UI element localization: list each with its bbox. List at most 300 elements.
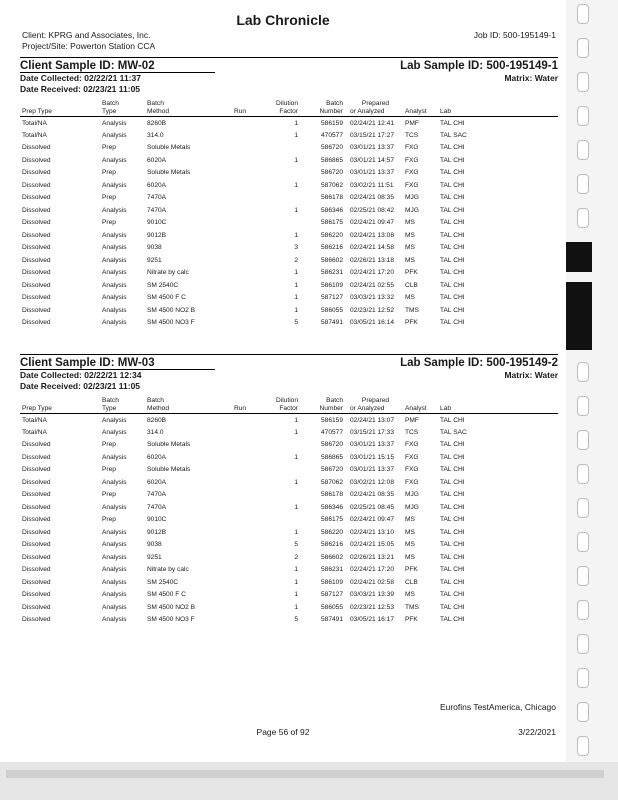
run-cell <box>220 526 260 539</box>
prep-type-cell: Total/NA <box>22 416 47 424</box>
dilution-cell <box>260 142 300 155</box>
method-cell: Nitrate by calc <box>147 566 189 574</box>
binder-tab-active <box>566 282 592 350</box>
prep-type-cell: Dissolved <box>22 144 51 152</box>
run-cell <box>220 564 260 577</box>
analyst-cell: MS <box>405 244 415 252</box>
lab-cell: TAL CHI <box>440 603 465 611</box>
col-batch: Batch <box>102 397 119 404</box>
run-cell <box>220 229 260 242</box>
table-row <box>20 614 558 627</box>
date-cell: 02/24/21 13:10 <box>350 528 394 536</box>
batch-number-cell: 586602 <box>320 256 343 264</box>
dilution-cell: 3 <box>294 244 298 252</box>
prep-type-cell: Dissolved <box>22 319 51 327</box>
analyst-cell: TMS <box>405 306 419 314</box>
binder-tab <box>577 634 589 654</box>
date-cell: 03/01/21 13:37 <box>350 169 394 177</box>
lab-cell: TAL CHI <box>440 119 465 127</box>
analyst-cell: TCS <box>405 131 419 139</box>
batch-type-cell: Analysis <box>102 416 127 424</box>
analyst-cell: PFK <box>405 566 418 574</box>
chronicle-table-2 <box>20 397 558 626</box>
method-cell: Soluble Metals <box>147 169 191 177</box>
dilution-cell: 1 <box>294 131 298 139</box>
table-body <box>20 117 558 330</box>
dilution-cell <box>260 217 300 230</box>
batch-number-cell: 586175 <box>320 516 343 524</box>
project-site: Project/Site: Powerton Station CCA <box>22 41 156 51</box>
date-cell: 03/01/21 13:37 <box>350 466 394 474</box>
date-cell: 03/05/21 16:14 <box>350 319 394 327</box>
prep-type-cell: Dissolved <box>22 441 51 449</box>
run-cell <box>220 279 260 292</box>
method-cell: Soluble Metals <box>147 466 191 474</box>
date-collected: Date Collected: 02/22/21 11:37 <box>20 73 141 83</box>
prep-type-cell: Dissolved <box>22 578 51 586</box>
date-cell: 03/05/21 16:17 <box>350 616 394 624</box>
batch-number-cell: 587127 <box>320 591 343 599</box>
prep-type-cell: Total/NA <box>22 131 47 139</box>
table-row <box>20 564 558 577</box>
dilution-cell: 5 <box>294 616 298 624</box>
lab-cell: TAL CHI <box>440 269 465 277</box>
lab-cell: TAL CHI <box>440 478 465 486</box>
lab-cell: TAL CHI <box>440 219 465 227</box>
batch-number-cell: 586346 <box>320 206 343 214</box>
lab-cell: TAL CHI <box>440 169 465 177</box>
binder-tab <box>577 566 589 586</box>
lab-cell: TAL CHI <box>440 503 465 511</box>
batch-number-cell: 470577 <box>320 131 343 139</box>
batch-type-cell: Analysis <box>102 319 127 327</box>
prep-type-cell: Dissolved <box>22 269 51 277</box>
analyst-cell: PFK <box>405 616 418 624</box>
col-batch: Batch <box>326 397 343 404</box>
dilution-cell <box>260 514 300 527</box>
dilution-cell: 1 <box>294 119 298 127</box>
table-row <box>20 279 558 292</box>
batch-type-cell: Analysis <box>102 244 127 252</box>
table-row <box>20 439 558 452</box>
lab-cell: TAL CHI <box>440 319 465 327</box>
prep-type-cell: Total/NA <box>22 428 47 436</box>
table-row <box>20 589 558 602</box>
dilution-cell: 1 <box>294 306 298 314</box>
table-row <box>20 551 558 564</box>
client-sample-id: Client Sample ID: MW-02 <box>20 60 155 72</box>
run-cell <box>220 414 260 427</box>
analyst-cell: MJG <box>405 194 419 202</box>
table-row <box>20 129 558 142</box>
prep-type-cell: Dissolved <box>22 516 51 524</box>
batch-type-cell: Analysis <box>102 206 127 214</box>
run-cell <box>220 304 260 317</box>
col-type: Type <box>100 108 145 117</box>
lab-cell: TAL CHI <box>440 294 465 302</box>
prep-type-cell: Dissolved <box>22 616 51 624</box>
date-cell: 02/26/21 13:21 <box>350 553 394 561</box>
dilution-cell: 1 <box>294 181 298 189</box>
lab-cell: TAL CHI <box>440 616 465 624</box>
analyst-cell: MS <box>405 294 415 302</box>
batch-number-cell: 586220 <box>320 231 343 239</box>
prep-type-cell: Dissolved <box>22 528 51 536</box>
method-cell: SM 4500 NO2 B <box>147 306 196 314</box>
date-cell: 02/24/21 14:58 <box>350 244 394 252</box>
batch-number-cell: 586216 <box>320 244 343 252</box>
chronicle-table-1 <box>20 100 558 329</box>
col-method: Method <box>145 405 220 414</box>
batch-type-cell: Prep <box>102 466 116 474</box>
batch-type-cell: Analysis <box>102 181 127 189</box>
col-dilution: Dilution <box>276 100 298 107</box>
batch-type-cell: Analysis <box>102 281 127 289</box>
date-cell: 02/25/21 08:42 <box>350 206 394 214</box>
date-cell: 02/24/21 08:35 <box>350 491 394 499</box>
dilution-cell <box>260 167 300 180</box>
prep-type-cell: Dissolved <box>22 566 51 574</box>
run-cell <box>220 204 260 217</box>
binder-tab <box>577 396 589 416</box>
table-row <box>20 229 558 242</box>
run-cell <box>220 267 260 280</box>
table-row <box>20 576 558 589</box>
dilution-cell: 1 <box>294 428 298 436</box>
dilution-cell: 2 <box>294 553 298 561</box>
binder-tab <box>577 736 589 756</box>
prep-type-cell: Dissolved <box>22 466 51 474</box>
analyst-cell: FXG <box>405 478 419 486</box>
run-cell <box>220 464 260 477</box>
date-cell: 03/02/21 12:08 <box>350 478 394 486</box>
client-block <box>22 30 155 52</box>
method-cell: 314.0 <box>147 131 164 139</box>
batch-number-cell: 587491 <box>320 319 343 327</box>
run-cell <box>220 539 260 552</box>
date-cell: 02/24/21 17:20 <box>350 269 394 277</box>
binder-tab <box>577 4 589 24</box>
sample-section-2 <box>20 354 558 626</box>
method-cell: 314.0 <box>147 428 164 436</box>
date-cell: 02/25/21 08:45 <box>350 503 394 511</box>
table-row <box>20 254 558 267</box>
run-cell <box>220 179 260 192</box>
date-cell: 03/01/21 15:15 <box>350 453 394 461</box>
prep-type-cell: Dissolved <box>22 294 51 302</box>
method-cell: 9251 <box>147 256 162 264</box>
batch-number-cell: 586159 <box>320 416 343 424</box>
table-row <box>20 464 558 477</box>
col-number: Number <box>300 108 345 117</box>
method-cell: 6020A <box>147 453 167 461</box>
method-cell: 6020A <box>147 181 167 189</box>
batch-number-cell: 586216 <box>320 541 343 549</box>
lab-cell: TAL CHI <box>440 466 465 474</box>
analyst-cell: MS <box>405 219 415 227</box>
table-row <box>20 142 558 155</box>
batch-number-cell: 586865 <box>320 156 343 164</box>
lab-cell: TAL CHI <box>440 416 465 424</box>
batch-type-cell: Analysis <box>102 231 127 239</box>
col-prep-type: Prep Type <box>20 108 100 117</box>
analyst-cell: PFK <box>405 269 418 277</box>
method-cell: 7470A <box>147 206 167 214</box>
analyst-cell: FXG <box>405 144 419 152</box>
run-cell <box>220 551 260 564</box>
col-prepared: Prepared <box>361 100 390 107</box>
run-cell <box>220 589 260 602</box>
run-cell <box>220 292 260 305</box>
batch-number-cell: 586178 <box>320 194 343 202</box>
dilution-cell: 1 <box>294 578 298 586</box>
batch-number-cell: 586175 <box>320 219 343 227</box>
run-cell <box>220 426 260 439</box>
lab-cell: TAL SAC <box>440 428 467 436</box>
batch-type-cell: Analysis <box>102 428 127 436</box>
run-cell <box>220 142 260 155</box>
binder-tab <box>577 430 589 450</box>
date-cell: 03/15/21 17:27 <box>350 131 394 139</box>
lab-cell: TAL CHI <box>440 144 465 152</box>
prep-type-cell: Dissolved <box>22 306 51 314</box>
method-cell: 8260B <box>147 416 167 424</box>
date-cell: 03/03/21 13:39 <box>350 591 394 599</box>
run-cell <box>220 439 260 452</box>
col-lab: Lab <box>438 108 478 117</box>
table-row <box>20 192 558 205</box>
batch-number-cell: 470577 <box>320 428 343 436</box>
table-row <box>20 501 558 514</box>
binder-tab <box>577 72 589 92</box>
date-cell: 02/24/21 09:47 <box>350 219 394 227</box>
analyst-cell: MS <box>405 256 415 264</box>
method-cell: 8260B <box>147 119 167 127</box>
matrix: Matrix: Water <box>504 370 558 380</box>
lab-cell: TAL CHI <box>440 156 465 164</box>
method-cell: 6020A <box>147 478 167 486</box>
method-cell: SM 2540C <box>147 281 179 289</box>
date-cell: 02/24/21 17:20 <box>350 566 394 574</box>
col-batch: Batch <box>102 100 119 107</box>
prep-type-cell: Dissolved <box>22 453 51 461</box>
batch-type-cell: Analysis <box>102 616 127 624</box>
date-cell: 02/24/21 13:07 <box>350 416 394 424</box>
date-cell: 02/24/21 08:35 <box>350 194 394 202</box>
table-row <box>20 601 558 614</box>
method-cell: 9038 <box>147 244 162 252</box>
date-cell: 03/01/21 14:57 <box>350 156 394 164</box>
batch-type-cell: Analysis <box>102 119 127 127</box>
analyst-cell: FXG <box>405 466 419 474</box>
batch-number-cell: 586720 <box>320 466 343 474</box>
lab-name: Eurofins TestAmerica, Chicago <box>439 702 556 712</box>
date-cell: 02/24/21 09:47 <box>350 516 394 524</box>
method-cell: 9038 <box>147 541 162 549</box>
table-row <box>20 414 558 427</box>
lab-cell: TAL CHI <box>440 194 465 202</box>
method-cell: SM 4500 NO2 B <box>147 603 196 611</box>
prep-type-cell: Dissolved <box>22 503 51 511</box>
batch-type-cell: Analysis <box>102 578 127 586</box>
binder-tab <box>577 140 589 160</box>
run-cell <box>220 614 260 627</box>
batch-type-cell: Analysis <box>102 269 127 277</box>
method-cell: Soluble Metals <box>147 144 191 152</box>
lab-cell: TAL CHI <box>440 231 465 239</box>
batch-type-cell: Analysis <box>102 256 127 264</box>
analyst-cell: FXG <box>405 441 419 449</box>
prep-type-cell: Dissolved <box>22 156 51 164</box>
run-cell <box>220 254 260 267</box>
table-row <box>20 514 558 527</box>
lab-cell: TAL CHI <box>440 256 465 264</box>
dilution-cell: 5 <box>294 319 298 327</box>
method-cell: 9251 <box>147 553 162 561</box>
binder-tab <box>577 106 589 126</box>
table-row <box>20 292 558 305</box>
date-cell: 02/23/21 12:53 <box>350 603 394 611</box>
sample-section-1 <box>20 57 558 329</box>
analyst-cell: MJG <box>405 206 419 214</box>
run-cell <box>220 129 260 142</box>
prep-type-cell: Dissolved <box>22 169 51 177</box>
batch-type-cell: Analysis <box>102 528 127 536</box>
col-prep-type: Prep Type <box>20 405 100 414</box>
table-row <box>20 117 558 130</box>
method-cell: 7470A <box>147 503 167 511</box>
col-analyst: Analyst <box>403 108 438 117</box>
prep-type-cell: Dissolved <box>22 219 51 227</box>
lab-cell: TAL CHI <box>440 206 465 214</box>
run-cell <box>220 489 260 502</box>
dilution-cell: 1 <box>294 503 298 511</box>
date-cell: 02/24/21 15:05 <box>350 541 394 549</box>
batch-type-cell: Prep <box>102 144 116 152</box>
batch-type-cell: Analysis <box>102 478 127 486</box>
date-cell: 03/02/21 11:51 <box>350 181 394 189</box>
table-row <box>20 242 558 255</box>
batch-number-cell: 586720 <box>320 169 343 177</box>
date-received: Date Received: 02/23/21 11:05 <box>20 84 141 94</box>
method-cell: SM 4500 F C <box>147 591 186 599</box>
batch-number-cell: 586602 <box>320 553 343 561</box>
prep-type-cell: Dissolved <box>22 553 51 561</box>
col-type: Type <box>100 405 145 414</box>
dilution-cell: 1 <box>294 478 298 486</box>
table-row <box>20 154 558 167</box>
date-cell: 02/24/21 02:58 <box>350 578 394 586</box>
run-cell <box>220 601 260 614</box>
run-cell <box>220 117 260 130</box>
analyst-cell: MS <box>405 528 415 536</box>
lab-cell: TAL CHI <box>440 541 465 549</box>
date-cell: 02/26/21 13:18 <box>350 256 394 264</box>
batch-number-cell: 587062 <box>320 181 343 189</box>
analyst-cell: FXG <box>405 181 419 189</box>
batch-type-cell: Prep <box>102 194 116 202</box>
run-cell <box>220 317 260 330</box>
lab-cell: TAL CHI <box>440 453 465 461</box>
dilution-cell: 5 <box>294 541 298 549</box>
dilution-cell: 1 <box>294 603 298 611</box>
col-batch: Batch <box>147 100 164 107</box>
divider <box>20 57 558 58</box>
binder-tab <box>577 362 589 382</box>
dilution-cell: 1 <box>294 591 298 599</box>
lab-cell: TAL CHI <box>440 516 465 524</box>
batch-type-cell: Analysis <box>102 131 127 139</box>
col-prepared: Prepared <box>361 397 390 404</box>
batch-type-cell: Analysis <box>102 541 127 549</box>
date-collected: Date Collected: 02/22/21 12:34 <box>20 370 142 380</box>
table-row <box>20 526 558 539</box>
dilution-cell: 1 <box>294 528 298 536</box>
method-cell: SM 4500 NO3 F <box>147 319 195 327</box>
lab-sample-id: Lab Sample ID: 500-195149-1 <box>400 60 558 72</box>
table-row <box>20 539 558 552</box>
lab-cell: TAL CHI <box>440 553 465 561</box>
analyst-cell: MS <box>405 591 415 599</box>
analyst-cell: PFK <box>405 319 418 327</box>
binder-tab <box>577 668 589 688</box>
analyst-cell: PMF <box>405 119 419 127</box>
col-batch: Batch <box>326 100 343 107</box>
lab-cell: TAL CHI <box>440 281 465 289</box>
col-or-analyzed: or Analyzed <box>345 405 403 414</box>
batch-number-cell: 587491 <box>320 616 343 624</box>
dilution-cell: 1 <box>294 294 298 302</box>
dilution-cell: 1 <box>294 156 298 164</box>
binder-tab <box>577 600 589 620</box>
batch-number-cell: 586231 <box>320 269 343 277</box>
date-cell: 02/24/21 13:08 <box>350 231 394 239</box>
dilution-cell: 2 <box>294 256 298 264</box>
col-dilution: Dilution <box>276 397 298 404</box>
table-row <box>20 304 558 317</box>
binder-tab-active <box>566 242 592 272</box>
run-cell <box>220 154 260 167</box>
batch-number-cell: 586109 <box>320 578 343 586</box>
analyst-cell: FXG <box>405 169 419 177</box>
analyst-cell: CLB <box>405 578 418 586</box>
method-cell: 7470A <box>147 491 167 499</box>
run-cell <box>220 576 260 589</box>
lab-sample-id: Lab Sample ID: 500-195149-2 <box>400 357 558 369</box>
method-cell: Nitrate by calc <box>147 269 189 277</box>
divider <box>20 354 558 355</box>
job-id: Job ID: 500-195149-1 <box>473 30 556 40</box>
date-cell: 03/03/21 13:32 <box>350 294 394 302</box>
analyst-cell: MS <box>405 516 415 524</box>
date-received: Date Received: 02/23/21 11:05 <box>20 381 141 391</box>
method-cell: 9012B <box>147 231 167 239</box>
batch-number-cell: 586220 <box>320 528 343 536</box>
batch-number-cell: 586865 <box>320 453 343 461</box>
table-row <box>20 426 558 439</box>
method-cell: SM 4500 F C <box>147 294 186 302</box>
binder-tab <box>577 498 589 518</box>
dilution-cell <box>260 489 300 502</box>
dilution-cell: 1 <box>294 269 298 277</box>
col-batch: Batch <box>147 397 164 404</box>
lab-cell: TAL SAC <box>440 131 467 139</box>
col-factor: Factor <box>260 108 300 117</box>
batch-number-cell: 586346 <box>320 503 343 511</box>
batch-type-cell: Analysis <box>102 306 127 314</box>
prep-type-cell: Dissolved <box>22 194 51 202</box>
prep-type-cell: Dissolved <box>22 281 51 289</box>
